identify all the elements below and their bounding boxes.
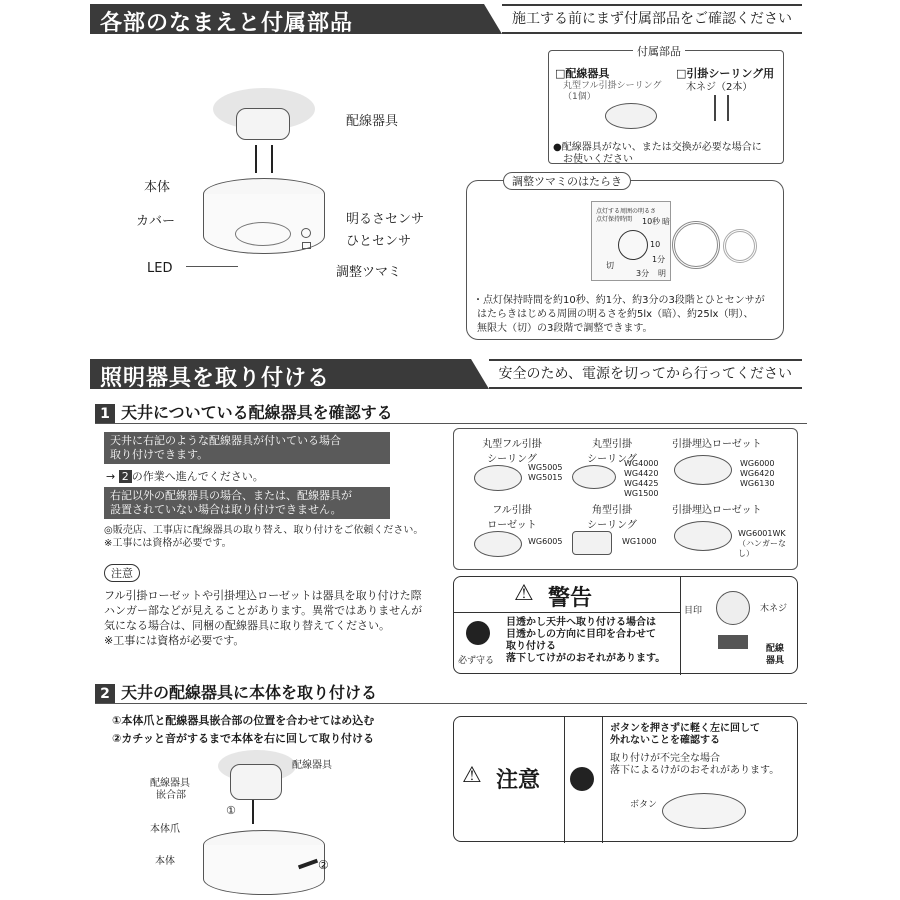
divider <box>95 423 807 424</box>
model-code: WG1000 <box>622 537 657 546</box>
caution-line-3: 取り付けが不完全な場合 <box>610 753 720 764</box>
label-fit-2: 嵌合部 <box>156 790 186 801</box>
warning-box <box>453 576 798 674</box>
model-code: （ハンガーなし） <box>738 539 786 558</box>
section-title: 照明器具を取り付ける <box>100 366 331 391</box>
knob-desc-3: 無限大（切）の3段階で調整できます。 <box>477 323 653 334</box>
device-name-2: シーリング <box>587 520 637 531</box>
label-button: ボタン <box>630 800 658 810</box>
label-wiring: 配線器具 <box>346 114 399 129</box>
model-code: WG4000 <box>624 459 659 468</box>
accessory-wiring-qty: （1個） <box>563 92 596 102</box>
step-title: 天井の配線器具に本体を取り付ける <box>121 683 378 702</box>
warning-header <box>454 577 680 613</box>
wiring-side-illustration <box>718 635 748 649</box>
accessory-wiring-desc: 丸型フル引掛シーリング <box>563 81 662 91</box>
service-note-1: ◎販売店、工事店に配線器具の取り替え、取り付けをご依頼ください。 <box>104 525 424 536</box>
dial-3m: 3分 <box>636 269 650 278</box>
proceed-text: の作業へ進んでください。 <box>131 470 264 483</box>
device-illustration <box>474 531 522 557</box>
dial-caption-2: 点灯保持時間 <box>596 216 633 223</box>
model-code: WG6001WK <box>738 529 786 538</box>
device-grid <box>453 428 798 570</box>
step-1-heading <box>95 400 393 424</box>
caution-text <box>610 723 760 747</box>
device-models <box>740 459 774 489</box>
arrow-right-icon: → <box>106 470 116 483</box>
accessories-box <box>548 45 784 165</box>
caution-line-1: ボタンを押さずに軽く左に回して <box>610 723 760 734</box>
device-name: 引掛埋込ローゼット <box>672 439 762 450</box>
warning-line-3: 取り付ける <box>506 641 556 652</box>
instruction-2: ②カチッと音がするまで本体を右に回して取り付ける <box>112 732 374 745</box>
label-knob: 調整ツマミ <box>336 265 402 280</box>
label-wiring-2: 器具 <box>766 656 785 666</box>
instruction-1: ①本体爪と配線器具嵌合部の位置を合わせてはめ込む <box>112 714 375 727</box>
device-name-2: ローゼット <box>487 520 537 531</box>
wiring-device-illustration <box>236 108 290 140</box>
label-fit-1: 配線器具 <box>150 778 190 789</box>
mandatory-icon <box>466 621 490 645</box>
accessory-note-2: お使いください <box>563 154 633 165</box>
device-illustration <box>474 465 522 491</box>
caution-box <box>453 716 798 842</box>
marker-2: ② <box>318 858 329 872</box>
model-code: WG6420 <box>740 469 775 478</box>
device-item <box>562 435 662 498</box>
incompatible-note <box>104 487 390 519</box>
label-body: 本体 <box>155 856 175 867</box>
section-subtitle: 施工する前にまず付属部品をご確認ください <box>484 6 802 32</box>
dial-10: 10 <box>650 240 661 249</box>
incompatible-line-2: 設置されていない場合は取り付けできません。 <box>110 503 342 516</box>
step-2-instructions <box>112 712 374 748</box>
body-illustration <box>662 793 746 829</box>
arrow-up-icon <box>271 145 273 173</box>
device-illustration <box>674 455 732 485</box>
divider <box>95 703 807 704</box>
divider <box>602 717 603 843</box>
model-code: WG6130 <box>740 479 775 488</box>
device-item <box>562 501 662 546</box>
caution-line-4: 落下によるけがのおそれがあります。 <box>610 765 780 776</box>
knob-illustration <box>302 242 311 249</box>
step-number: 1 <box>95 404 115 424</box>
accessory-wiring-title: □配線器具 <box>555 67 610 80</box>
knob-function-title: 調整ツマミのはたらき <box>503 172 631 190</box>
dial-off: 切 <box>606 261 614 270</box>
dial-caption-1: 点灯する周囲の明るさ <box>596 208 657 215</box>
device-models <box>624 459 658 499</box>
warning-line-4: 落下してけがのおそれがあります。 <box>506 653 666 664</box>
device-illustration <box>572 465 616 489</box>
accessories-title: 付属部品 <box>633 43 685 59</box>
section-subtitle: 安全のため、電源を切ってから行ってください <box>471 361 802 387</box>
knob-desc-2: はたらきはじめる周囲の明るさを約5lx（暗）、約25lx（明）、 <box>477 309 754 320</box>
compatible-note <box>104 432 390 464</box>
caution-title: 注意 <box>496 768 541 793</box>
dial-bright: 明 <box>658 269 666 278</box>
mandatory-icon <box>570 767 594 791</box>
compatible-line-2: 取り付けできます。 <box>110 448 209 461</box>
warning-line-1: 目透かし天井へ取り付ける場合は <box>506 617 656 628</box>
warning-text <box>506 617 665 665</box>
screw-icon <box>714 95 716 121</box>
screw-icon <box>727 95 729 121</box>
device-illustration <box>572 531 612 555</box>
device-models <box>528 463 562 483</box>
sensor-illustration <box>301 228 311 238</box>
device-name: 丸型引掛 <box>592 439 632 450</box>
device-item <box>462 501 563 546</box>
label-cover: カバー <box>136 214 176 229</box>
warning-title: 警告 <box>548 586 593 611</box>
device-name-2: シーリング <box>587 454 637 465</box>
accessory-note-1: ●配線器具がない、または交換が必要な場合に <box>553 142 762 153</box>
device-item <box>672 501 792 558</box>
section-header-parts <box>90 4 802 34</box>
leader-line <box>186 266 238 267</box>
label-wiring-1: 配線 <box>766 644 785 654</box>
device-illustration <box>674 521 732 551</box>
wiring-top-illustration <box>716 591 750 625</box>
label-screw: 木ネジ <box>760 604 788 614</box>
device-item <box>672 435 792 488</box>
dial-dark: 暗 <box>662 217 670 226</box>
model-code: WG4425 <box>624 479 659 488</box>
label-led: LED <box>147 261 173 276</box>
ring-illustration <box>672 221 720 269</box>
device-models <box>738 529 792 559</box>
caution-triangle-icon: ⚠ <box>462 763 482 788</box>
label-human-sensor: ひとセンサ <box>346 234 412 249</box>
label-wiring: 配線器具 <box>292 760 332 771</box>
label-brightness-sensor: 明るさセンサ <box>346 212 425 227</box>
label-claw: 本体爪 <box>150 824 180 835</box>
caution-line-4: ※工事には資格が必要です。 <box>104 634 245 647</box>
label-body: 本体 <box>144 180 171 195</box>
warning-line-2: 目透かしの方向に目印を合わせて <box>506 629 656 640</box>
wiring-device-illustration <box>230 764 282 800</box>
caution-line-1: フル引掛ローゼットや引掛埋込ローゼットは器具を取り付けた際 <box>104 589 422 602</box>
model-code: WG5005 <box>528 463 563 472</box>
warning-must: 必ず守る <box>458 656 495 666</box>
incompatible-line-1: 右記以外の配線器具の場合、または、配線器具が <box>110 489 352 502</box>
device-name-2: シーリング <box>487 454 537 465</box>
section-title: 各部のなまえと付属部品 <box>100 11 354 36</box>
model-code: WG6000 <box>740 459 775 468</box>
caution-line-3: 気になる場合は、同梱の配線器具に取り替えてください。 <box>104 619 390 632</box>
compatible-line-1: 天井に右記のような配線器具が付いている場合 <box>110 434 341 447</box>
model-code: WG1500 <box>624 489 659 498</box>
accessory-screw-title: □引掛シーリング用 <box>676 67 775 80</box>
service-note <box>104 524 423 550</box>
divider <box>564 717 565 843</box>
knob-desc-1: ・点灯保持時間を約10秒、約1分、約3分の3段階とひとセンサが <box>473 295 765 306</box>
device-name: 引掛埋込ローゼット <box>672 505 762 516</box>
caution-risk <box>610 753 779 777</box>
ring-illustration-small <box>723 229 757 263</box>
body-illustration <box>203 845 325 895</box>
warning-triangle-icon: ⚠ <box>514 581 534 606</box>
accessory-screw-qty: 木ネジ（2本） <box>686 82 753 93</box>
model-code: WG4420 <box>624 469 659 478</box>
step-title: 天井についている配線器具を確認する <box>121 403 393 422</box>
label-mark: 目印 <box>684 606 703 616</box>
caution-line-2: 外れないことを確認する <box>610 735 720 746</box>
dial-knob <box>618 230 648 260</box>
step-2-heading <box>95 680 377 704</box>
device-name: 角型引掛 <box>592 505 632 516</box>
knob-function-box <box>466 175 784 340</box>
section-header-install <box>90 359 802 389</box>
step-ref-badge: 2 <box>119 470 132 483</box>
arrow-up-icon <box>252 800 254 824</box>
model-code: WG5015 <box>528 473 563 482</box>
model-code: WG6005 <box>528 537 563 546</box>
service-note-2: ※工事には資格が必要です。 <box>104 538 232 549</box>
device-name: 丸型フル引掛 <box>482 439 542 450</box>
caution-line-2: ハンガー部などが見えることがあります。異常ではありませんが <box>104 604 423 617</box>
accessory-wiring-illustration <box>605 103 657 129</box>
dial-1m: 1分 <box>652 255 666 264</box>
dial-10s: 10秒 <box>642 217 661 226</box>
divider <box>680 577 681 675</box>
proceed-note <box>106 468 264 484</box>
caution-badge: 注意 <box>104 564 140 582</box>
dial-panel <box>591 201 671 281</box>
arrow-up-icon <box>255 145 257 173</box>
step-number: 2 <box>95 684 115 704</box>
device-name: フル引掛 <box>492 505 532 516</box>
led-illustration <box>235 222 291 246</box>
marker-1: ① <box>226 804 236 817</box>
device-item <box>462 435 563 482</box>
caution-text <box>104 588 422 648</box>
